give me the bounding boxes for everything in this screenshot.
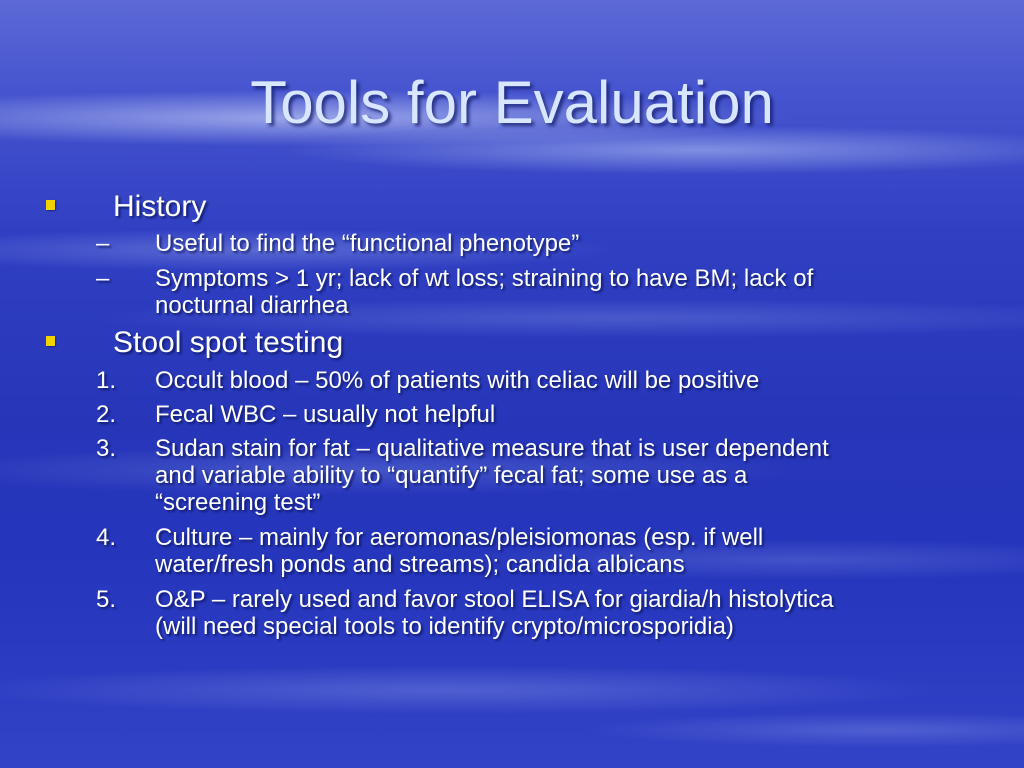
numbered-item-text: Sudan stain for fat – qualitative measure that is user dependent and variable ability to “quantify” fecal fat; some use as a “screening test” — [155, 435, 829, 516]
numbered-item-text: Occult blood – 50% of patients with celiac will be positive — [155, 367, 760, 394]
numbered-item-text: O&P – rarely used and favor stool ELISA for giardia/h histolytica (will need special tools to identify crypto/microsporidia) — [155, 586, 834, 640]
slide-title: Tools for Evaluation — [250, 69, 774, 136]
number-marker: 4. — [96, 524, 117, 551]
dash-marker: – — [96, 265, 110, 292]
square-bullet-icon — [46, 200, 55, 210]
square-bullet-icon — [46, 336, 55, 346]
number-marker: 5. — [96, 586, 117, 613]
numbered-item-text: Fecal WBC – usually not helpful — [155, 401, 496, 428]
number-marker: 2. — [96, 401, 117, 428]
bullet-text: History — [113, 190, 207, 223]
number-marker: 3. — [96, 435, 117, 462]
bullet-text: Stool spot testing — [113, 326, 344, 359]
numbered-item-text: Culture – mainly for aeromonas/pleisiomonas (esp. if well water/fresh ponds and streams); candida albicans — [155, 524, 764, 578]
sub-item-text: Symptoms > 1 yr; lack of wt loss; straining to have BM; lack of nocturnal diarrhea — [155, 265, 814, 319]
sub-item-text: Useful to find the “functional phenotype” — [155, 230, 580, 257]
dash-marker: – — [96, 230, 110, 257]
number-marker: 1. — [96, 367, 117, 394]
